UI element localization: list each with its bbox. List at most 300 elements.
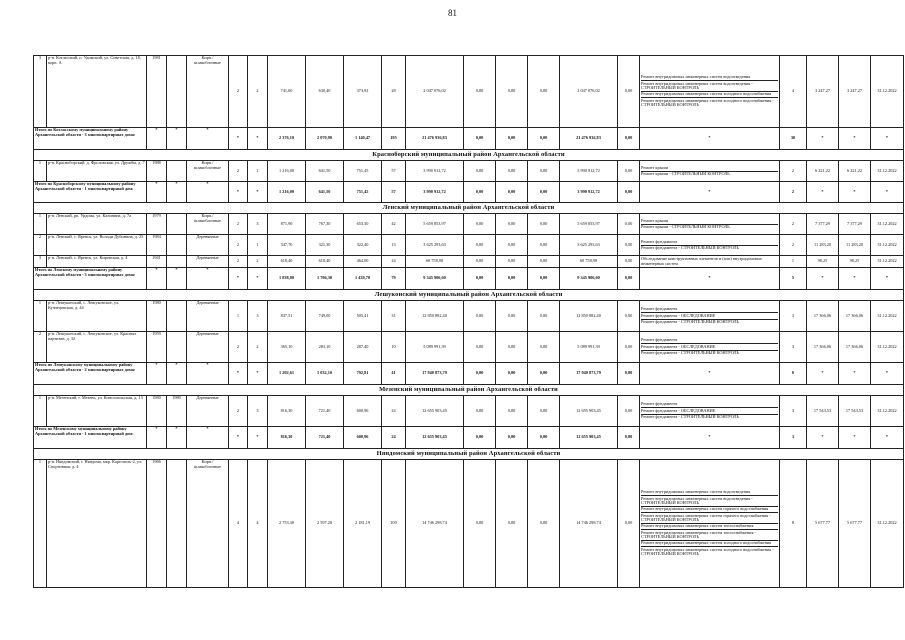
work-item: Ремонт крыши: [641, 165, 778, 171]
work-item: Ремонт крыши: [641, 218, 778, 224]
total-area: 816,30: [268, 396, 306, 427]
works-cell: [640, 161, 780, 182]
residents-count: 42: [382, 214, 406, 235]
table-row: [34, 56, 904, 128]
total-cost: 12 655 903,45: [406, 427, 464, 449]
fund-other: 0,00: [618, 301, 640, 332]
section-header-row: [34, 203, 904, 214]
section-title: Красноборский муниципальный район Архангельской области: [34, 150, 904, 161]
row-number: 3: [34, 256, 47, 268]
max-unit-cost: *: [839, 268, 871, 290]
completion-date: 31.12.2022: [871, 161, 904, 182]
entrances-count: *: [248, 182, 268, 203]
unit-cost: 17 366,06: [807, 301, 839, 332]
residents-count: 41: [382, 363, 406, 385]
max-unit-cost: *: [839, 128, 871, 150]
work-item: Ремонт внутридомовых инженерных систем горячего водоснабжения - СТРОИТЕЛЬНЫЙ КОНТРОЛЬ: [641, 513, 778, 524]
fund-local: 0,00: [528, 301, 560, 332]
fund-other: 0,00: [618, 363, 640, 385]
work-item: Ремонт фундамента - СТРОИТЕЛЬНЫЙ КОНТРОЛЬ: [641, 350, 739, 356]
total-cost: 17 940 873,79: [406, 363, 464, 385]
work-item: Ремонт фундамента - СТРОИТЕЛЬНЫЙ КОНТРОЛЬ: [641, 414, 739, 420]
residents-count: 195: [382, 128, 406, 150]
completion-date: *: [871, 427, 904, 449]
completion-date: 31.12.2022: [871, 56, 904, 128]
entrances-count: 3: [248, 214, 268, 235]
living-area: 2 070,90: [306, 128, 344, 150]
section-title: Ленский муниципальный район Архангельской области: [34, 203, 904, 214]
owned-area: 464,00: [344, 256, 382, 268]
table-row: [34, 396, 904, 427]
fund-other: 0,00: [618, 161, 640, 182]
wall-material: Деревянные: [187, 301, 229, 332]
table-row: [34, 161, 904, 182]
wall-material: *: [187, 363, 229, 385]
total-cost: 12 850 882,40: [406, 301, 464, 332]
fund-federal: 0,00: [464, 363, 496, 385]
floors-count: 2: [229, 161, 248, 182]
residents-count: 31: [382, 301, 406, 332]
floors-count: 2: [229, 256, 248, 268]
table-row: [34, 460, 904, 588]
works-cell: [640, 214, 780, 235]
page-number: 81: [448, 8, 457, 18]
year-built: *: [147, 182, 167, 203]
floors-count: 1: [229, 301, 248, 332]
owned-area: 2 181,19: [344, 460, 382, 588]
owned-area: 600,96: [344, 427, 382, 449]
total-area: 347,70: [268, 235, 306, 256]
year-commissioned: *: [167, 182, 187, 203]
wall-material: *: [187, 427, 229, 449]
work-item: Ремонт внутридомовых инженерных систем горячего водоснабжения: [641, 507, 778, 513]
max-unit-cost: 17 366,06: [839, 301, 871, 332]
living-area: 630,40: [306, 56, 344, 128]
completion-date: 31.12.2022: [871, 235, 904, 256]
total-area: 1 216,00: [268, 182, 306, 203]
total-area: 871,90: [268, 214, 306, 235]
fund-federal: 0,00: [464, 427, 496, 449]
fund-owners: 14 746 298,74: [560, 460, 618, 588]
floors-count: 2: [229, 235, 248, 256]
fund-regional: 0,00: [496, 301, 528, 332]
wall-material: Деревянные: [187, 235, 229, 256]
unit-cost: 17 543,53: [807, 396, 839, 427]
owned-area: 322,40: [344, 235, 382, 256]
fund-federal: 0,00: [464, 460, 496, 588]
completion-date: *: [871, 268, 904, 290]
total-cost: 14 746 298,74: [406, 460, 464, 588]
section-header-row: [34, 385, 904, 396]
max-unit-cost: 7 377,29: [839, 214, 871, 235]
fund-owners: 3 990 912,72: [560, 161, 618, 182]
year-built: 1959: [147, 332, 167, 363]
floors-count: 4: [229, 460, 248, 588]
works-count: 8: [780, 460, 807, 588]
section-title: Лешуконский муниципальный район Архангельской области: [34, 290, 904, 301]
entrances-count: 2: [248, 256, 268, 268]
owned-area: 751,45: [344, 182, 382, 203]
total-cost: 21 476 936,83: [406, 128, 464, 150]
unit-cost: 7 377,29: [807, 214, 839, 235]
works-cell: [640, 460, 780, 588]
year-built: *: [147, 268, 167, 290]
fund-federal: 0,00: [464, 214, 496, 235]
works-count: 5: [780, 268, 807, 290]
work-item: Ремонт крыши - СТРОИТЕЛЬНЫЙ КОНТРОЛЬ: [641, 223, 730, 229]
works-count: 3: [780, 301, 807, 332]
max-unit-cost: 5 677,77: [839, 460, 871, 588]
unit-cost: 6 221,22: [807, 161, 839, 182]
total-label: Итого по Лешуконскому муниципальному району Архангельской области - 2 многоквартирных дома:: [34, 363, 147, 385]
living-area: 2 597,20: [306, 460, 344, 588]
entrances-count: *: [248, 363, 268, 385]
works-count: 6: [780, 363, 807, 385]
fund-owners: 9 345 906,60: [560, 268, 618, 290]
wall-material: Кирп./ шлакоблочные: [187, 214, 229, 235]
entrances-count: 1: [248, 161, 268, 182]
address-cell: р-н. Няндомский, г. Няндома, мкр. Каргополь-2, ул. Спортивная, д. 4: [47, 460, 147, 588]
fund-other: 0,00: [618, 128, 640, 150]
completion-date: *: [871, 182, 904, 203]
fund-other: 0,00: [618, 396, 640, 427]
fund-owners: 60 758,98: [560, 256, 618, 268]
wall-material: Деревянные: [187, 396, 229, 427]
work-item: Ремонт фундамента - ОБСЛЕДОВАНИЕ: [641, 408, 778, 414]
living-area: 641,50: [306, 161, 344, 182]
section-header-row: [34, 150, 904, 161]
fund-federal: 0,00: [464, 301, 496, 332]
residents-count: 24: [382, 256, 406, 268]
address-cell: р-н. Мезенский, г. Мезень, ул. Комсомольская, д. 13: [47, 396, 147, 427]
total-cost: 12 655 903,45: [406, 396, 464, 427]
fund-federal: 0,00: [464, 268, 496, 290]
fund-other: 0,00: [618, 268, 640, 290]
table-row: [34, 214, 904, 235]
works-count: 2: [780, 182, 807, 203]
unit-cost: *: [807, 268, 839, 290]
row-number: 1: [34, 396, 47, 427]
year-built: *: [147, 427, 167, 449]
floors-count: *: [229, 427, 248, 449]
fund-local: 0,00: [528, 427, 560, 449]
works-cell: [640, 332, 780, 363]
address-cell: р-н. Лешуконский, с. Лешуконское, ул. Кузнецовская, д. 44: [47, 301, 147, 332]
entrances-count: 4: [248, 460, 268, 588]
entrances-count: *: [248, 268, 268, 290]
completion-date: 31.12.2022: [871, 301, 904, 332]
residents-count: 109: [382, 460, 406, 588]
total-row: [34, 363, 904, 385]
total-cost: 9 345 906,60: [406, 268, 464, 290]
works-count: 3: [780, 396, 807, 427]
year-commissioned: [167, 301, 187, 332]
living-area: 721,40: [306, 427, 344, 449]
fund-local: 0,00: [528, 332, 560, 363]
fund-federal: 0,00: [464, 182, 496, 203]
fund-other: 0,00: [618, 56, 640, 128]
work-item: Ремонт внутридомовых инженерных систем водоотведения: [641, 75, 778, 81]
fund-regional: 0,00: [496, 235, 528, 256]
unit-cost: *: [807, 182, 839, 203]
fund-owners: 12 655 903,45: [560, 427, 618, 449]
work-item: Ремонт фундамента: [641, 402, 778, 408]
max-unit-cost: 98,25: [839, 256, 871, 268]
fund-regional: 0,00: [496, 332, 528, 363]
living-area: 721,40: [306, 396, 344, 427]
year-built: *: [147, 128, 167, 150]
fund-local: 0,00: [528, 161, 560, 182]
works-count: 2: [780, 214, 807, 235]
work-item: Ремонт внутридомовых инженерных систем водоотведения - СТРОИТЕЛЬНЫЙ КОНТРОЛЬ: [641, 81, 778, 92]
year-commissioned: *: [167, 427, 187, 449]
wall-material: Деревянные: [187, 332, 229, 363]
owned-area: 600,96: [344, 396, 382, 427]
wall-material: Кирп./ шлакоблочные: [187, 460, 229, 588]
owned-area: 1 140,47: [344, 128, 382, 150]
table-row: [34, 332, 904, 363]
total-area: 816,30: [268, 427, 306, 449]
year-commissioned: 1980: [167, 396, 187, 427]
fund-local: 0,00: [528, 235, 560, 256]
row-number: 2: [34, 332, 47, 363]
unit-cost: 17 366,06: [807, 332, 839, 363]
unit-cost: 3 247,27: [807, 56, 839, 128]
entrances-count: 2: [248, 332, 268, 363]
address-cell: р-н. Ленский, рп. Урдома, ул. Калинина, д. 7а: [47, 214, 147, 235]
fund-regional: 0,00: [496, 363, 528, 385]
year-built: 1980: [147, 396, 167, 427]
total-cost: 60 758,98: [406, 256, 464, 268]
fund-regional: 0,00: [496, 268, 528, 290]
fund-local: 0,00: [528, 128, 560, 150]
works-cell: [640, 56, 780, 128]
total-cost: 3 625 293,63: [406, 235, 464, 256]
year-commissioned: *: [167, 363, 187, 385]
work-item: Ремонт внутридомовых инженерных систем холодного водоснабжения - СТРОИТЕЛЬНЫЙ КОНТРОЛЬ: [641, 97, 774, 108]
total-area: 1 202,61: [268, 363, 306, 385]
fund-local: 0,00: [528, 460, 560, 588]
fund-federal: 0,00: [464, 56, 496, 128]
fund-other: 0,00: [618, 332, 640, 363]
total-area: 1 216,00: [268, 161, 306, 182]
work-item: Ремонт фундамента - ОБСЛЕДОВАНИЕ: [641, 344, 778, 350]
owned-area: 751,45: [344, 161, 382, 182]
floors-count: 2: [229, 332, 248, 363]
max-unit-cost: 11 283,20: [839, 235, 871, 256]
unit-cost: *: [807, 427, 839, 449]
floors-count: 2: [229, 56, 248, 128]
wall-material: Кирп./ шлакоблочные: [187, 161, 229, 182]
entrances-count: 3: [248, 301, 268, 332]
total-cost: 2 047 076,02: [406, 56, 464, 128]
works-cell: *: [640, 128, 780, 150]
unit-cost: 98,25: [807, 256, 839, 268]
fund-local: 0,00: [528, 363, 560, 385]
total-area: 2 753,30: [268, 460, 306, 588]
fund-regional: 0,00: [496, 256, 528, 268]
works-cell: [640, 235, 780, 256]
work-item: Ремонт внутридомовых инженерных систем водоотведения: [641, 490, 778, 496]
total-area: 837,51: [268, 301, 306, 332]
living-area: 618,40: [306, 256, 344, 268]
total-cost: 3 990 912,72: [406, 182, 464, 203]
work-item: Ремонт внутридомовых инженерных систем холодного водоснабжения: [641, 541, 778, 547]
total-row: [34, 128, 904, 150]
fund-local: 0,00: [528, 182, 560, 203]
year-built: 1980: [147, 301, 167, 332]
wall-material: *: [187, 128, 229, 150]
works-cell: *: [640, 268, 780, 290]
row-number: 1: [34, 301, 47, 332]
fund-regional: 0,00: [496, 396, 528, 427]
address-cell: р-н. Ленский, с. Яренск, ул. Володи Дубинина, д. 23: [47, 235, 147, 256]
works-cell: *: [640, 427, 780, 449]
total-label: Итого по Котласскому муниципальному району Архангельской области - 3 многоквартирных дома:: [34, 128, 147, 150]
max-unit-cost: 17 543,53: [839, 396, 871, 427]
completion-date: 31.12.2022: [871, 460, 904, 588]
year-commissioned: *: [167, 128, 187, 150]
fund-local: 0,00: [528, 56, 560, 128]
residents-count: 24: [382, 396, 406, 427]
fund-owners: 17 940 873,79: [560, 363, 618, 385]
work-item: Ремонт фундамента - СТРОИТЕЛЬНЫЙ КОНТРОЛЬ: [641, 319, 739, 325]
owned-area: 505,41: [344, 301, 382, 332]
work-item: Ремонт фундамента: [641, 307, 778, 313]
address-cell: р-н. Котласский, п. Удимский, ул. Советская, д. 18, корп. А: [47, 56, 147, 128]
fund-local: 0,00: [528, 396, 560, 427]
fund-regional: 0,00: [496, 460, 528, 588]
floors-count: 2: [229, 214, 248, 235]
owned-area: 653,30: [344, 214, 382, 235]
works-count: 2: [780, 161, 807, 182]
wall-material: Деревянные: [187, 256, 229, 268]
section-title: Мезенский муниципальный район Архангельской области: [34, 385, 904, 396]
completion-date: *: [871, 363, 904, 385]
fund-local: 0,00: [528, 256, 560, 268]
address-cell: р-н. Красноборский, д. Фроловская, ул. Дружбы, д. 7: [47, 161, 147, 182]
fund-other: 0,00: [618, 182, 640, 203]
work-item: Ремонт внутридомовых инженерных систем холодного водоснабжения - СТРОИТЕЛЬНЫЙ КОНТРОЛЬ: [641, 546, 774, 557]
fund-regional: 0,00: [496, 214, 528, 235]
year-built: *: [147, 363, 167, 385]
living-area: 1 706,30: [306, 268, 344, 290]
row-number: 1: [34, 214, 47, 235]
total-cost: 5 089 991,39: [406, 332, 464, 363]
max-unit-cost: *: [839, 427, 871, 449]
total-row: [34, 427, 904, 449]
work-item: Ремонт фундамента - СТРОИТЕЛЬНЫЙ КОНТРОЛЬ: [641, 244, 739, 250]
total-area: 741,60: [268, 56, 306, 128]
residents-count: 57: [382, 161, 406, 182]
residents-count: 28: [382, 56, 406, 128]
completion-date: 31.12.2022: [871, 214, 904, 235]
year-built: 1941: [147, 256, 167, 268]
year-built: 1981: [147, 56, 167, 128]
entrances-count: 3: [248, 396, 268, 427]
fund-local: 0,00: [528, 214, 560, 235]
works-cell: [640, 396, 780, 427]
fund-other: 0,00: [618, 256, 640, 268]
fund-regional: 0,00: [496, 161, 528, 182]
fund-federal: 0,00: [464, 396, 496, 427]
total-label: Итого по Красноборскому муниципальному району Архангельской области - 1 многоквартирный дом:: [34, 182, 147, 203]
fund-owners: 3 625 293,63: [560, 235, 618, 256]
work-item: Ремонт крыши - СТРОИТЕЛЬНЫЙ КОНТРОЛЬ: [641, 170, 730, 176]
living-area: 767,30: [306, 214, 344, 235]
fund-regional: 0,00: [496, 182, 528, 203]
total-label: Итого по Ленскому муниципальному району Архангельской области - 3 многоквартирных дома:: [34, 268, 147, 290]
unit-cost: 5 677,77: [807, 460, 839, 588]
floors-count: *: [229, 128, 248, 150]
works-count: 2: [780, 235, 807, 256]
row-number: 1: [34, 460, 47, 588]
year-commissioned: [167, 235, 187, 256]
floors-count: *: [229, 268, 248, 290]
works-count: 4: [780, 56, 807, 128]
fund-federal: 0,00: [464, 332, 496, 363]
unit-cost: *: [807, 128, 839, 150]
row-number: 3: [34, 56, 47, 128]
fund-other: 0,00: [618, 214, 640, 235]
fund-federal: 0,00: [464, 128, 496, 150]
max-unit-cost: 6 221,22: [839, 161, 871, 182]
work-item: Ремонт фундамента: [641, 338, 778, 344]
residents-count: 13: [382, 235, 406, 256]
work-item: Ремонт фундамента - ОБСЛЕДОВАНИЕ: [641, 313, 778, 319]
wall-material: Кирп./ шлакоблочные: [187, 56, 229, 128]
address-cell: р-н. Лешуконский, с. Лешуконское, ул. Красных партизан, д. 32: [47, 332, 147, 363]
table-row: [34, 256, 904, 268]
section-title: Няндомский муниципальный район Архангельской области: [34, 449, 904, 460]
fund-other: 0,00: [618, 427, 640, 449]
entrances-count: *: [248, 427, 268, 449]
completion-date: 31.12.2022: [871, 332, 904, 363]
total-row: [34, 268, 904, 290]
year-commissioned: [167, 214, 187, 235]
living-area: 283,10: [306, 332, 344, 363]
year-commissioned: [167, 332, 187, 363]
owned-area: 1 439,70: [344, 268, 382, 290]
residents-count: 79: [382, 268, 406, 290]
max-unit-cost: *: [839, 363, 871, 385]
total-cost: 3 990 912,72: [406, 161, 464, 182]
works-count: 3: [780, 332, 807, 363]
work-item: Ремонт внутридомовых инженерных систем теплоснабжения - СТРОИТЕЛЬНЫЙ КОНТРОЛЬ: [641, 530, 778, 541]
work-item: Ремонт фундамента: [641, 239, 778, 245]
total-area: 365,10: [268, 332, 306, 363]
fund-owners: 12 850 882,40: [560, 301, 618, 332]
fund-local: 0,00: [528, 268, 560, 290]
works-count: 1: [780, 256, 807, 268]
capital-repair-table: [33, 55, 904, 588]
owned-area: 373,92: [344, 56, 382, 128]
section-header-row: [34, 290, 904, 301]
fund-owners: 5 089 991,39: [560, 332, 618, 363]
fund-owners: 2 047 076,02: [560, 56, 618, 128]
fund-federal: 0,00: [464, 235, 496, 256]
fund-federal: 0,00: [464, 161, 496, 182]
works-cell: *: [640, 363, 780, 385]
living-area: 1 032,10: [306, 363, 344, 385]
owned-area: 792,81: [344, 363, 382, 385]
total-area: 1 838,00: [268, 268, 306, 290]
floors-count: 2: [229, 396, 248, 427]
year-built: 1984: [147, 235, 167, 256]
fund-other: 0,00: [618, 235, 640, 256]
works-count: 30: [780, 128, 807, 150]
living-area: 641,50: [306, 182, 344, 203]
